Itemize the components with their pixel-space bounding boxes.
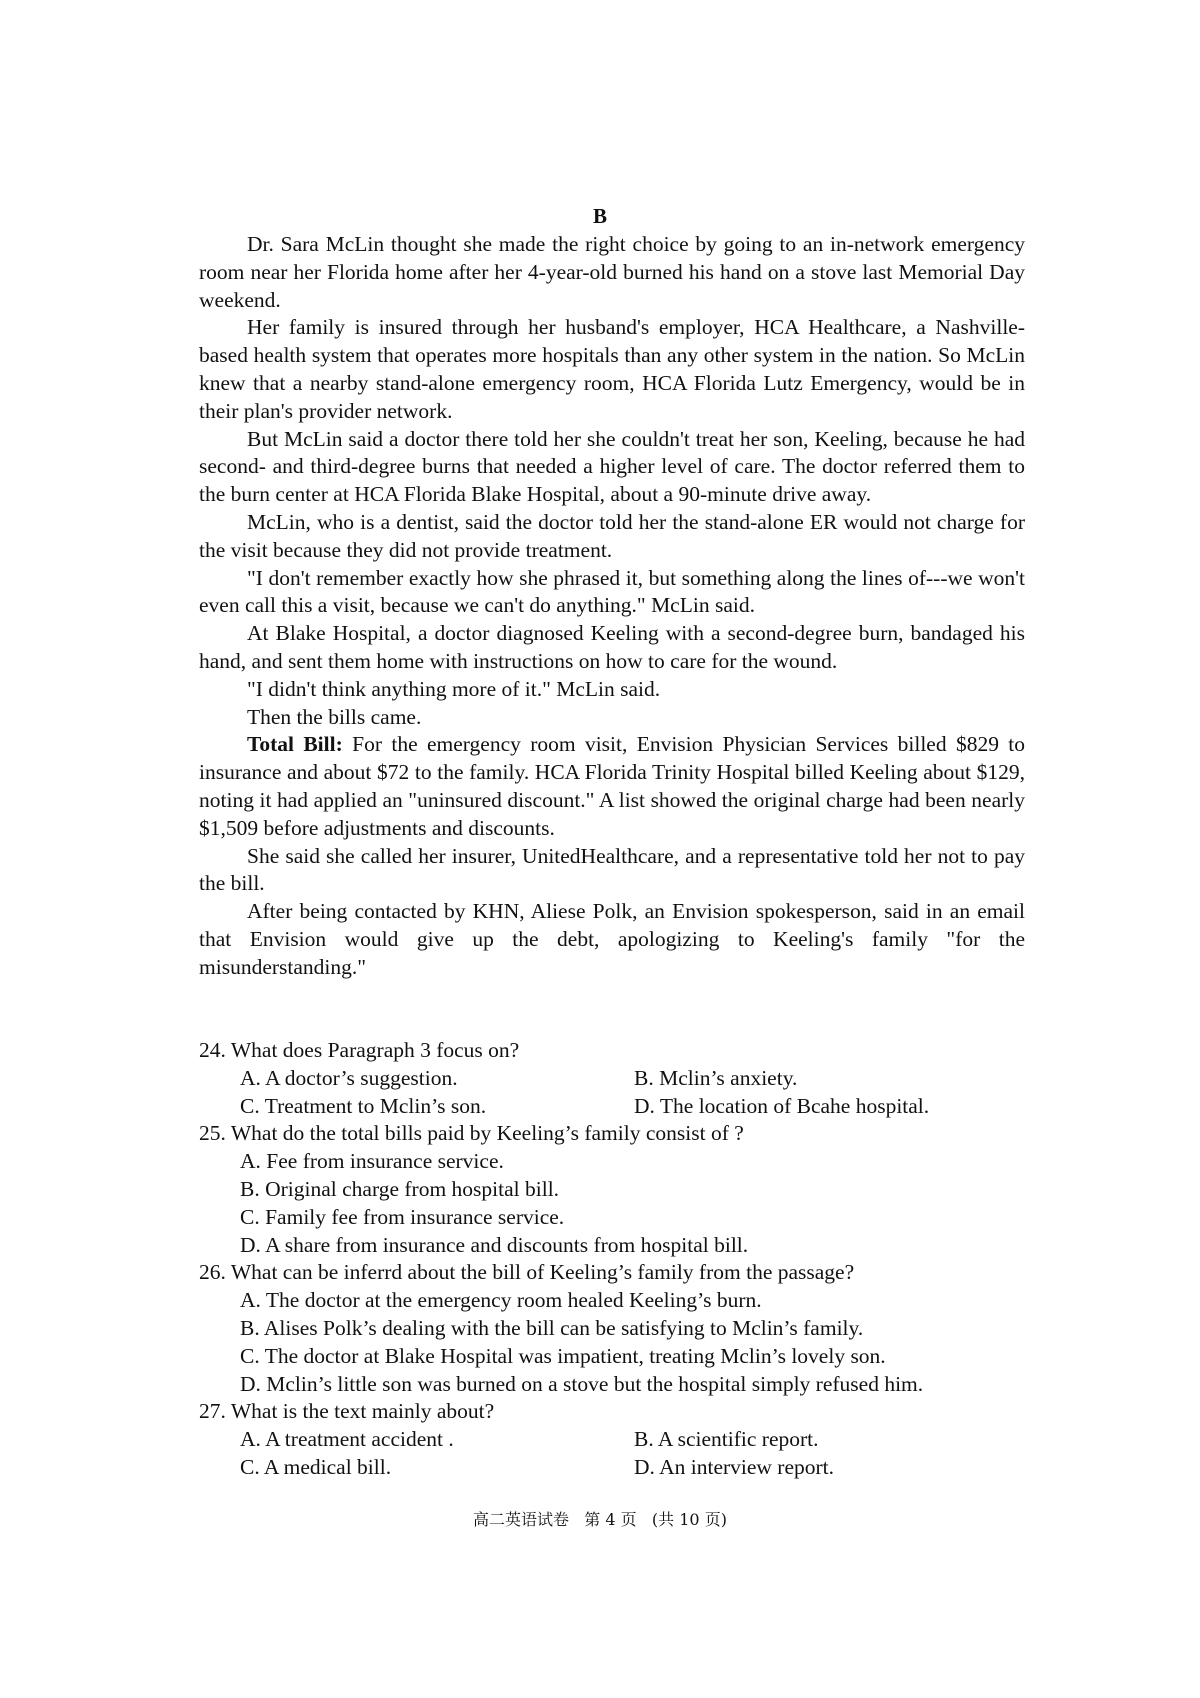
option-d: D. A share from insurance and discounts from hospital bill. [240, 1232, 749, 1257]
option-a: A. A doctor’s suggestion. [240, 1065, 458, 1090]
option-c: C. A medical bill. [240, 1454, 392, 1479]
passage-paragraph: "I didn't think anything more of it." McLin said. [247, 676, 661, 701]
question-stem: 27. What is the text mainly about? [199, 1399, 495, 1424]
question-26 [199, 1259, 1059, 1398]
option-c: C. Family fee from insurance service. [240, 1204, 565, 1229]
passage-paragraph: She said she called her insurer, UnitedHealthcare, and a representative told her not to pay the bill. [199, 843, 1025, 896]
page-footer: 高二英语试卷 第 4 页 (共 10 页) [473, 1510, 727, 1529]
option-b: B. Mclin’s anxiety. [634, 1065, 798, 1090]
passage-paragraph: McLin, who is a dentist, said the doctor told her the stand-alone ER would not charge for the visit because they did not provide treatment. [199, 509, 1025, 562]
option-a: A. Fee from insurance service. [240, 1149, 504, 1174]
question-list [199, 1037, 1059, 1482]
passage-paragraph: Dr. Sara McLin thought she made the right choice by going to an in-network emergency room near her Florida home after her 4-year-old burned his hand on a stove last Memorial Day weekend. [199, 232, 1025, 312]
passage-paragraph: "I don't remember exactly how she phrased it, but something along the lines of---we won't even call this a visit, because we can't do anything." McLin said. [199, 565, 1025, 618]
passage-paragraph: After being contacted by KHN, Aliese Polk, an Envision spokesperson, said in an email that Envision would give up the debt, apologizing to Keeling's family "for the misunderstanding." [199, 899, 1025, 979]
question-27 [199, 1398, 1059, 1481]
option-c: C. The doctor at Blake Hospital was impatient, treating Mclin’s lovely son. [240, 1343, 886, 1368]
question-24 [199, 1037, 1059, 1120]
reading-passage [199, 231, 1025, 982]
option-b: B. Original charge from hospital bill. [240, 1176, 560, 1201]
option-d: D. The location of Bcahe hospital. [634, 1093, 930, 1118]
option-b: B. A scientific report. [634, 1427, 819, 1452]
option-b: B. Alises Polk’s dealing with the bill can be satisfying to Mclin’s family. [240, 1315, 864, 1340]
section-title: B [592, 204, 607, 228]
option-d: D. An interview report. [634, 1454, 835, 1479]
question-stem: 26. What can be inferrd about the bill of Keeling’s family from the passage? [199, 1260, 855, 1285]
option-list [199, 1426, 1059, 1482]
passage-paragraph: At Blake Hospital, a doctor diagnosed Keeling with a second-degree burn, bandaged his hand, and sent them home with instructions on how to care for the wound. [199, 621, 1025, 673]
passage-paragraph: Then the bills came. [247, 704, 422, 729]
option-d: D. Mclin’s little son was burned on a stove but the hospital simply refused him. [240, 1371, 924, 1396]
question-25 [199, 1120, 1059, 1259]
option-c: C. Treatment to Mclin’s son. [240, 1093, 487, 1118]
passage-paragraph: But McLin said a doctor there told her she couldn't treat her son, Keeling, because he had second- and third-degree burns that needed a higher level of care. The doctor referred them to the burn center at HCA Florida Blake Hospital, about a 90-minute drive away. [199, 426, 1025, 507]
bill-label: Total Bill: [247, 732, 343, 757]
bill-paragraph [199, 731, 1025, 842]
bill-text: For the emergency room visit, Envision Physician Services billed $829 to insurance and about $72 to the family. HCA Florida Trinity Hospital billed Keeling about $129, noting it had applied an "uninsured discount." A list showed the original charge had been nearly $1,509 before adjustments and discounts. [199, 732, 1026, 840]
option-list [199, 1287, 1059, 1398]
option-a: A. The doctor at the emergency room healed Keeling’s burn. [240, 1288, 762, 1313]
passage-paragraph: Her family is insured through her husband's employer, HCA Healthcare, a Nashville-based health system that operates more hospitals than any other system in the nation. So McLin knew that a nearby stand-alone emergency room, HCA Florida Lutz Emergency, would be in their plan's provider network. [199, 315, 1025, 423]
option-a: A. A treatment accident . [240, 1427, 454, 1452]
question-stem: 25. What do the total bills paid by Keeling’s family consist of ? [199, 1121, 744, 1146]
option-list [199, 1065, 1059, 1121]
option-list [199, 1148, 1059, 1259]
question-stem: 24. What does Paragraph 3 focus on? [199, 1038, 520, 1062]
